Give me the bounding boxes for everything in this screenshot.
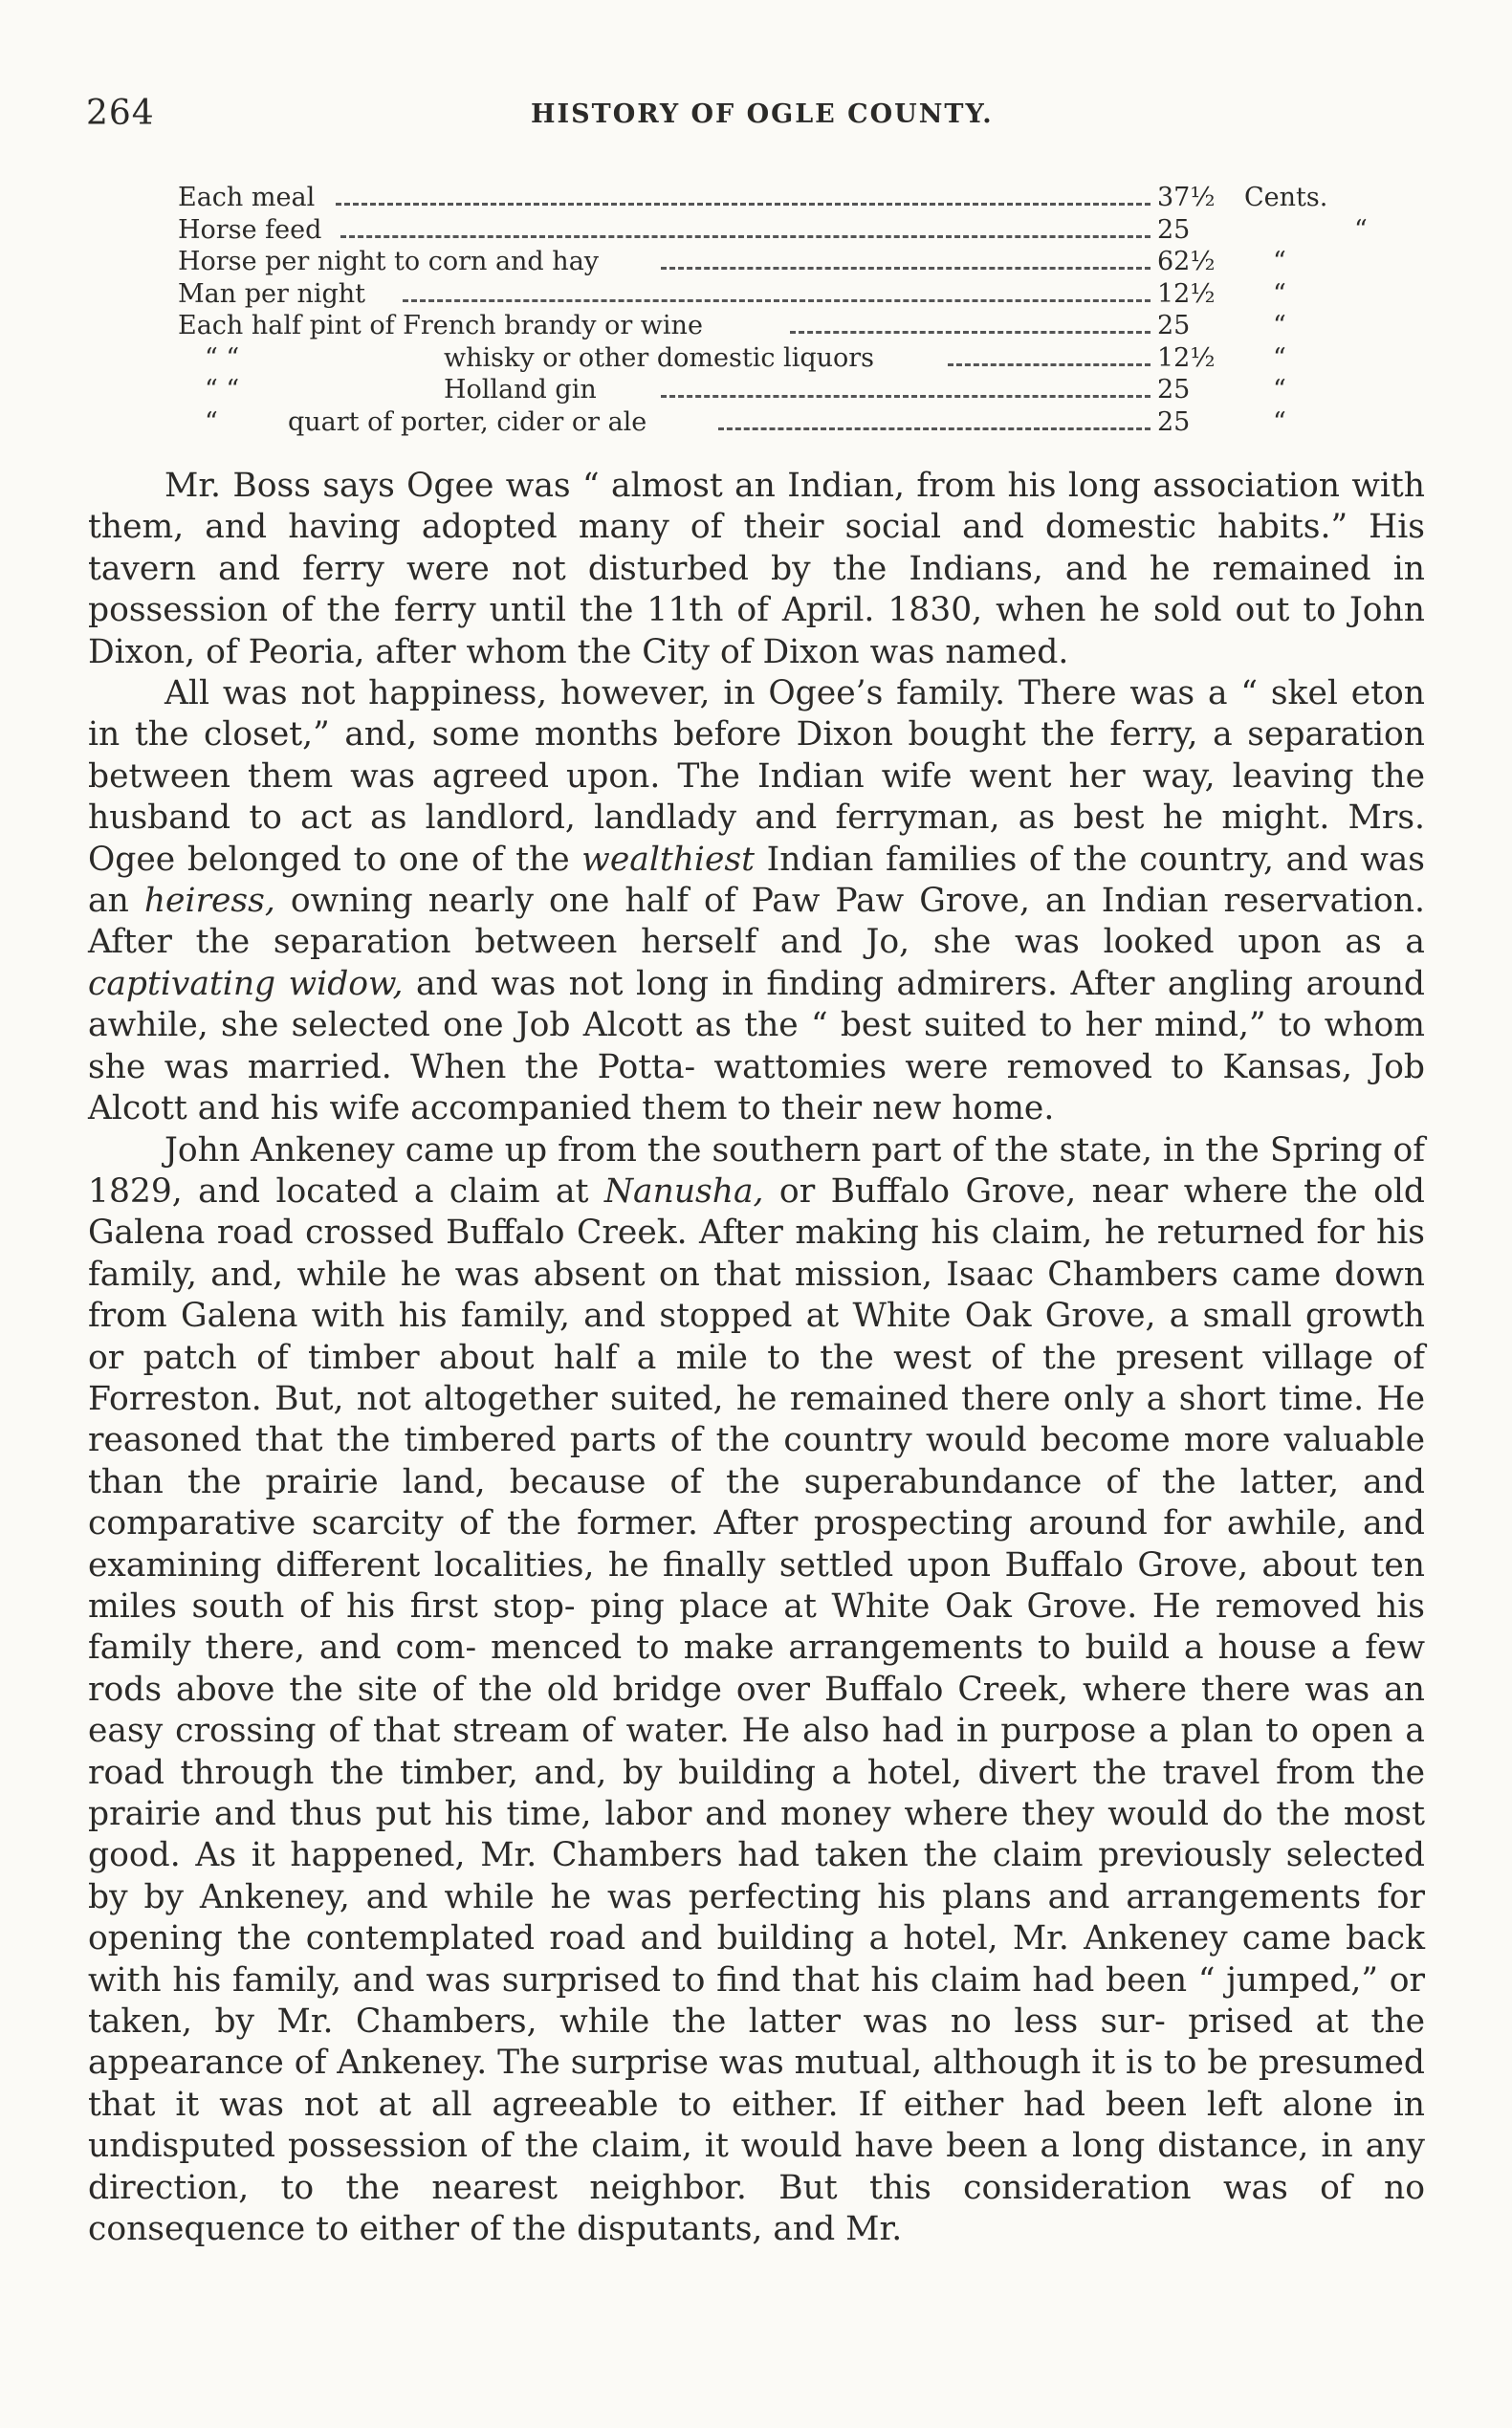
price-unit: “ [1273, 375, 1286, 405]
dot-leader [718, 427, 1150, 430]
price-unit: “ [1273, 311, 1286, 340]
price-value: 25 [1157, 375, 1191, 405]
price-unit: “ [1354, 214, 1368, 245]
price-row [178, 182, 1354, 214]
dot-leader [661, 267, 1150, 270]
price-value: 12½ [1157, 342, 1216, 373]
price-label: whisky or other domestic liquors [444, 342, 875, 373]
paragraph-text: Mr. Boss says Ogee was “ almost an Indian, from his long association with them, and having adopted many of their social and domestic habits.” His tavern and ferry were not disturbed by the Indians, and he remained in possession of the ferry until the 11th of April. 1830, when he sold out to John Dixon, of Peoria, after whom the City of Dixon was named. [88, 467, 1425, 671]
ditto-marks: “ “ [205, 342, 240, 373]
price-row [178, 246, 1354, 278]
dot-leader [948, 363, 1150, 366]
page-header [86, 94, 1444, 142]
price-value: 37½ [1157, 183, 1216, 212]
price-label: Man per night [178, 278, 366, 309]
paragraph-text: Indian families of the country, and was an [88, 840, 1425, 921]
running-title: HISTORY OF OGLE COUNTY. [531, 99, 994, 129]
italic-text: captivating widow, [88, 964, 404, 1003]
price-label: Each half pint of French brandy or wine [178, 311, 703, 340]
paragraph-text: owning nearly one half of Paw Paw Grove, an Indian reservation. After the separation between herself and Jo, she was looked upon as a [88, 882, 1425, 962]
ditto-marks: “ “ [205, 375, 240, 405]
dot-leader [340, 235, 1150, 238]
paragraph-text: All was not happiness, however, in Ogee’s family. There was a “ skel eton in the closet,” and, some months before Dixon bought the ferry, a separation between them was agreed upon. The Indian wife went her way, leaving the husband to act as landlord, landlady and ferryman, as best he might. Mrs. Ogee belonged to one of the [88, 674, 1425, 879]
paragraph-text: John Ankeney came up from the southern part of the state, in the Spring of 1829, and located a claim at [88, 1130, 1425, 1211]
price-label: quart of porter, cider or ale [288, 406, 647, 437]
paragraph [88, 673, 1425, 1129]
dot-leader [790, 331, 1150, 334]
price-row [178, 278, 1354, 311]
price-value: 25 [1157, 214, 1191, 245]
italic-text: wealthiest [581, 840, 755, 879]
price-label: Horse feed [178, 214, 322, 245]
price-row [178, 342, 1354, 375]
price-label: Holland gin [444, 375, 597, 405]
price-value: 25 [1157, 311, 1191, 340]
price-row [178, 310, 1354, 342]
dot-leader [336, 203, 1150, 206]
body-text [88, 466, 1425, 2250]
price-list [178, 182, 1368, 438]
italic-text: heiress, [143, 882, 275, 921]
dot-leader [661, 395, 1150, 398]
price-unit: “ [1273, 278, 1286, 309]
italic-text: Nanusha, [603, 1171, 764, 1211]
price-unit: “ [1273, 406, 1286, 437]
paragraph-text: and was not long in finding admirers. After angling around awhile, she selected one Job Alcott as the “ best suited to her mind,” to whom she was married. When the Potta- wattomies were removed to Kansas, Job Alcott and his wife accompanied them to their new home. [88, 964, 1425, 1128]
paragraph [88, 466, 1425, 673]
price-label: Each meal [178, 183, 316, 212]
dot-leader [403, 299, 1150, 302]
price-unit: “ [1273, 247, 1286, 276]
price-unit: Cents. [1244, 183, 1328, 212]
page-number: 264 [86, 94, 155, 133]
price-row [178, 214, 1368, 247]
price-row [178, 374, 1354, 406]
price-label: Horse per night to corn and hay [178, 247, 600, 276]
price-value: 62½ [1157, 247, 1216, 276]
ditto-marks: “ [205, 406, 218, 437]
price-value: 12½ [1157, 278, 1216, 309]
price-value: 25 [1157, 406, 1191, 437]
price-unit: “ [1273, 342, 1286, 373]
paragraph-text: or Buffalo Grove, near where the old Galena road crossed Buffalo Creek. After making his claim, he returned for his family, and, while he was absent on that mission, Isaac Chambers came down from Galena with his family, and stopped at White Oak Grove, a small growth or patch of timber about half a mile to the west of the present village of Forreston. But, not altogether suited, he remained there only a short time. He reasoned that the timbered parts of the country would become more valuable than the prairie land, because of the superabundance of the latter, and comparative scarcity of the former. After prospecting around for awhile, and examining different localities, he finally settled upon Buffalo Grove, about ten miles south of his first stop- ping place at White Oak Grove. He removed his family there, and com- menced to make arrangements to build a house a few rods above the site of the old bridge over Buffalo Creek, where there was an easy crossing of that stream of water. He also had in purpose a plan to open a road through the timber, and, by building a hotel, divert the travel from the prairie and thus put his time, labor and money where they would do the most good. As it happened, Mr. Chambers had taken the claim previously selected by by Ankeney, and while he was perfecting his plans and arrangements for opening the contemplated road and building a hotel, Mr. Ankeney came back with his family, and was surprised to find that his claim had been “ jumped,” or taken, by Mr. Chambers, while the latter was no less sur- prised at the appearance of Ankeney. The surprise was mutual, although it is to be presumed that it was not at all agreeable to either. If either had been left alone in undisputed possession of the claim, it would have been a long distance, in any direction, to the nearest neighbor. But this consideration was of no consequence to either of the disputants, and Mr. [88, 1171, 1425, 2249]
paragraph [88, 1130, 1425, 2251]
price-row [178, 406, 1354, 439]
